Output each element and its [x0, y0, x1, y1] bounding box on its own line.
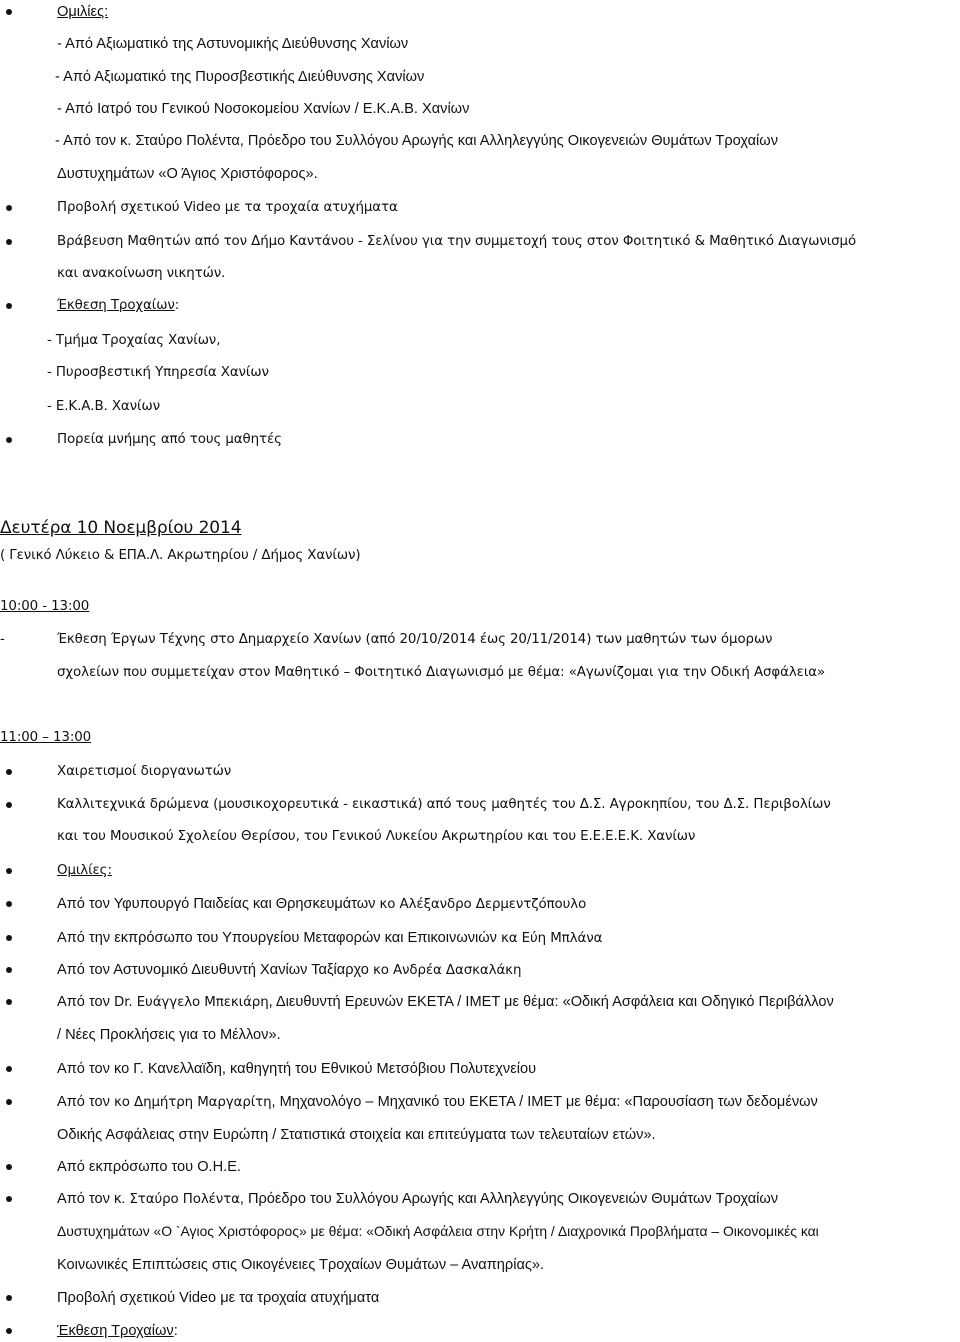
- list-item: [57, 929, 602, 948]
- text-line: - Τμήμα Τροχαίας Χανίων,: [47, 333, 221, 348]
- speaker-name: κο Ανδρέα Δασκαλάκη: [372, 963, 522, 978]
- exhibition-heading-colon: :: [174, 298, 180, 313]
- speaker-intro: Από τον: [57, 994, 114, 1010]
- text-line: - Από τον κ. Σταύρο Πολέντα, Πρόεδρο του Συλλόγου Αρωγής και Αλληλεγγύης Οικογενειών Θυμάτων Τροχαίων: [55, 133, 778, 149]
- speaker-intro: Από τον: [57, 1094, 114, 1110]
- list-item: Από εκπρόσωπο του Ο.Η.Ε.: [57, 1159, 241, 1175]
- text-line: Δυστυχημάτων «Ο `Αγιος Χριστόφορος» με θέμα: «Οδική Ασφάλεια στην Κρήτη / Διαχρονικά Προβλήματα – Οικονομικές και: [57, 1223, 819, 1239]
- list-item: Χαιρετισμοί διοργανωτών: [57, 764, 232, 779]
- text-line: και ανακοίνωση νικητών.: [57, 266, 226, 281]
- speaker-intro: Από τον Αστυνομικό Διευθυντή Χανίων Ταξίαρχο: [57, 962, 373, 978]
- text-line: - Ε.Κ.Α.Β. Χανίων: [47, 399, 160, 414]
- speaker-intro: Από τον Υφυπουργό Παιδείας και Θρησκευμάτων: [57, 896, 380, 912]
- speaker-intro: Από τον κ.: [57, 1191, 130, 1207]
- exhibition-heading-text: Έκθεση Τροχαίων: [57, 1323, 174, 1339]
- text-line: Οδικής Ασφάλειας στην Ευρώπη / Στατιστικά στοιχεία και επιτεύγματα των τελευταίων ετών».: [57, 1127, 656, 1143]
- list-item: Βράβευση Μαθητών από τον Δήμο Καντάνου - Σελίνου για την συμμετοχή τους στον Φοιτητικό & Μαθητικό Διαγωνισμό: [57, 234, 857, 249]
- speaker-topic: , Διευθυντή Ερευνών ΕΚΕΤΑ / ΙΜΕΤ με θέμα: «Οδική Ασφάλεια και Οδηγικό Περιβάλλον: [268, 994, 834, 1010]
- speaker-topic: , Μηχανολόγο – Μηχανικό του ΕΚΕΤΑ / ΙΜΕΤ με θέμα: «Παρουσίαση των δεδομένων: [271, 1094, 818, 1110]
- list-item: [57, 1190, 778, 1209]
- speaker-name: κα Εύη Μπλάνα: [501, 931, 603, 946]
- speaker-name: Dr. Ευάγγελο Μπεκιάρη: [114, 995, 269, 1010]
- list-item: [57, 993, 834, 1012]
- list-item: [57, 895, 586, 914]
- date-heading: Δευτέρα 10 Νοεμβρίου 2014: [0, 518, 242, 538]
- text-line: / Νέες Προκλήσεις για το Μέλλον».: [57, 1027, 281, 1043]
- list-item: Από τον κο Γ. Κανελλαϊδη, καθηγητή του Εθνικού Μετσόβιου Πολυτεχνείου: [57, 1061, 537, 1077]
- exhibition-heading: [57, 1322, 178, 1340]
- list-item: [57, 961, 521, 980]
- time-heading: 10:00 - 13:00: [0, 599, 90, 614]
- text-line: - Από Αξιωματικό της Αστυνομικής Διεύθυνσης Χανίων: [57, 36, 409, 52]
- list-item: Προβολή σχετικού Video με τα τροχαία ατυχήματα: [57, 200, 398, 215]
- text-line: - Από Ιατρό του Γενικού Νοσοκομείου Χανίων / Ε.Κ.Α.Β. Χανίων: [57, 101, 470, 117]
- text-line: και του Μουσικού Σχολείου Θερίσου, του Γενικού Λυκείου Ακρωτηρίου και του Ε.Ε.Ε.Ε.Κ. Χανίων: [57, 829, 696, 844]
- text-line: - Πυροσβεστική Υπηρεσία Χανίων: [47, 365, 269, 380]
- speaker-name: Σταύρο Πολέντα: [129, 1192, 240, 1207]
- text-line: Δυστυχημάτων «Ο Άγιος Χριστόφορος».: [57, 166, 318, 182]
- speaker-name: κο Δημήτρη Μαργαρίτη: [114, 1095, 272, 1110]
- speaker-intro: Από την εκπρόσωπο του Υπουργείου Μεταφορών και Επικοινωνιών: [57, 930, 501, 946]
- text-line: Έκθεση Έργων Τέχνης στο Δημαρχείο Χανίων (από 20/10/2014 έως 20/11/2014) των μαθητών των όμορων: [57, 632, 773, 647]
- speaker-name: κο Αλέξανδρο Δερμεντζόπουλο: [379, 897, 587, 912]
- list-item: Προβολή σχετικού Video με τα τροχαία ατυχήματα: [57, 1290, 380, 1306]
- exhibition-heading-text: Έκθεση Τροχαίων: [57, 298, 175, 313]
- talks-heading: Ομιλίες:: [57, 4, 109, 20]
- text-line: Κοινωνικές Επιπτώσεις στις Οικογένειες Τροχαίων Θυμάτων – Αναπηρίας».: [57, 1257, 545, 1273]
- list-item: Πορεία μνήμης από τους μαθητές: [57, 432, 282, 447]
- talks-heading: Ομιλίες:: [57, 863, 112, 878]
- exhibition-heading: [57, 297, 179, 315]
- exhibition-heading-colon: :: [173, 1323, 178, 1339]
- time-heading: 11:00 – 13:00: [0, 730, 92, 745]
- speaker-topic: , Πρόεδρο του Συλλόγου Αρωγής και Αλληλεγγύης Οικογενειών Θυμάτων Τροχαίων: [239, 1191, 779, 1207]
- list-item: [57, 1093, 818, 1112]
- text-line: σχολείων που συμμετείχαν στον Μαθητικό – Φοιτητικό Διαγωνισμό με θέμα: «Αγωνίζομαι για την Οδική Ασφάλεια»: [57, 665, 826, 680]
- text-line: - Από Αξιωματικό της Πυροσβεστικής Διεύθυνσης Χανίων: [55, 69, 425, 85]
- dash-marker: -: [0, 632, 5, 647]
- venue-line: ( Γενικό Λύκειο & ΕΠΑ.Λ. Ακρωτηρίου / Δήμος Χανίων): [0, 548, 361, 563]
- list-item: Καλλιτεχνικά δρώμενα (μουσικοχορευτικά - εικαστικά) από τους μαθητές του Δ.Σ. Αγροκηπίου, του Δ.Σ. Περιβολίων: [57, 797, 831, 812]
